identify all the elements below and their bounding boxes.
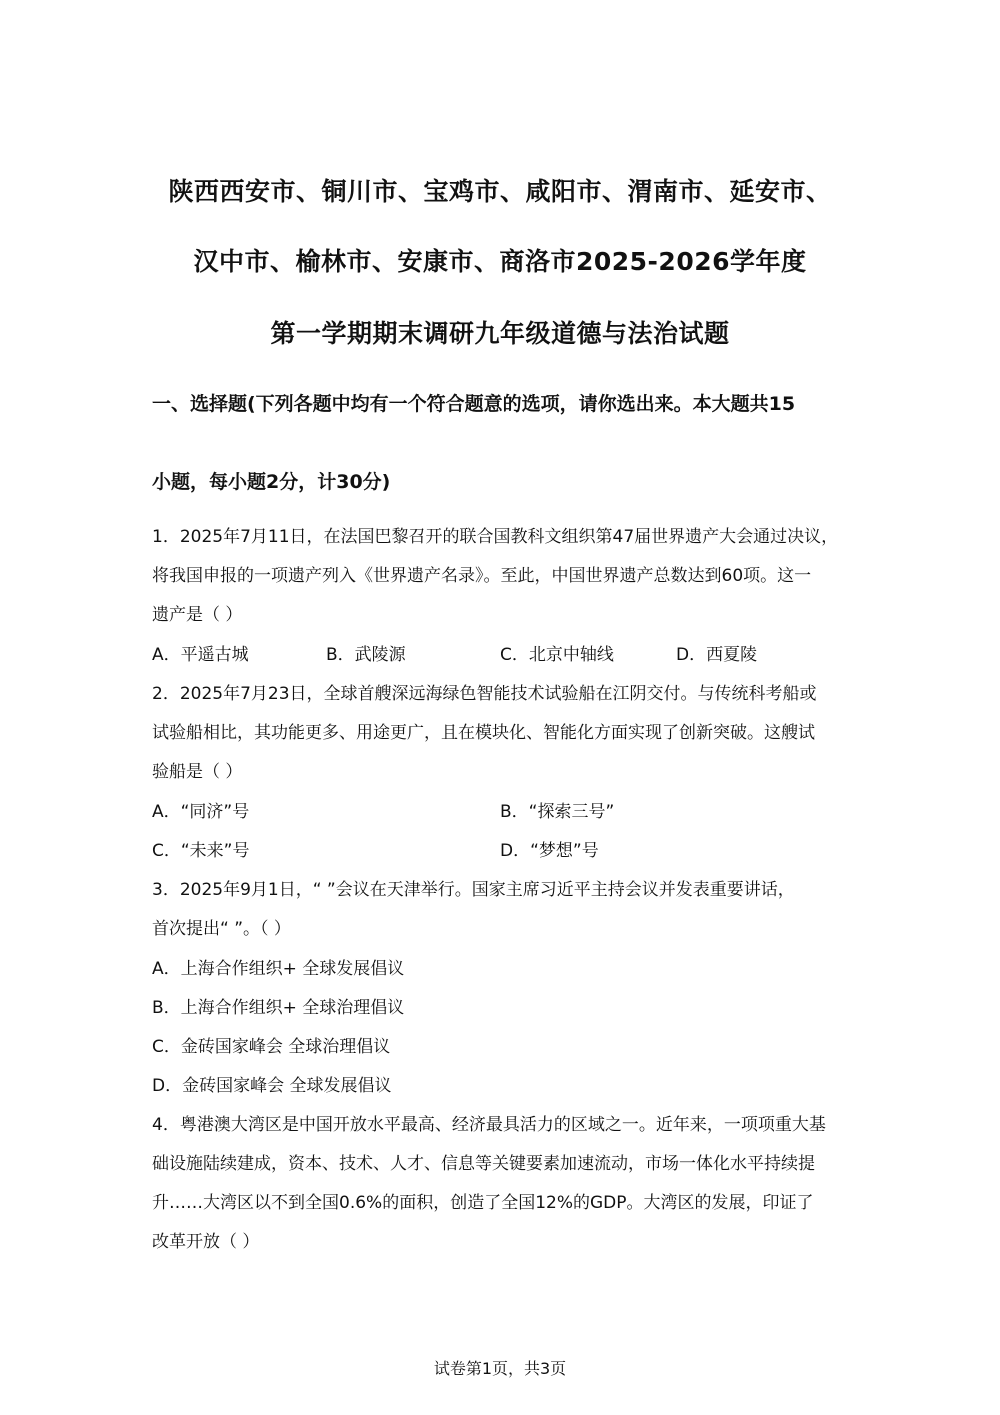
question-3-option-d: D．金砖国家峰会 全球发展倡议 [152, 1076, 392, 1096]
exam-title-line-1: 陕西西安市、铜川市、宝鸡市、咸阳市、渭南市、延安市、 [168, 177, 832, 206]
question-1-line-3: 遗产是（ ） [152, 605, 243, 625]
question-3-option-c: C．金砖国家峰会 全球治理倡议 [152, 1037, 391, 1057]
question-3-option-b: B．上海合作组织+ 全球治理倡议 [152, 998, 405, 1018]
question-3-option-a: A．上海合作组织+ 全球发展倡议 [152, 959, 405, 979]
question-4-line-1: 4．粤港澳大湾区是中国开放水平最高、经济最具活力的区域之一。近年来，一项项重大基 [152, 1115, 826, 1135]
question-4-line-3: 升……大湾区以不到全国0.6%的面积，创造了全国12%的GDP。大湾区的发展，印证了 [152, 1193, 814, 1213]
exam-title-line-3: 第一学期期末调研九年级道德与法治试题 [270, 319, 730, 348]
exam-title-line-2: 汉中市、榆林市、安康市、商洛市2025-2026学年度 [193, 247, 807, 276]
section-heading-line-1: 一、选择题(下列各题中均有一个符合题意的选项，请你选出来。本大题共15 [152, 393, 796, 415]
question-1-line-1: 1．2025年7月11日，在法国巴黎召开的联合国教科文组织第47届世界遗产大会通过决议， [152, 527, 839, 547]
page-footer: 试卷第1页，共3页 [433, 1359, 567, 1378]
question-2-line-1: 2．2025年7月23日，全球首艘深远海绿色智能技术试验船在江阴交付。与传统科考船或 [152, 684, 817, 704]
question-3-line-2: 首次提出“ ”。（ ） [152, 919, 291, 939]
question-4-line-2: 础设施陆续建成，资本、技术、人才、信息等关键要素加速流动，市场一体化水平持续提 [152, 1154, 815, 1174]
question-2-option-d: D．“梦想”号 [500, 841, 599, 861]
question-1-option-c: C．北京中轴线 [500, 645, 614, 665]
question-4-line-4: 改革开放（ ） [152, 1232, 260, 1252]
question-3-line-1: 3．2025年9月1日，“ ”会议在天津举行。国家主席习近平主持会议并发表重要讲话， [152, 880, 795, 900]
question-2-option-b: B．“探索三号” [500, 802, 615, 822]
question-2-line-3: 验船是（ ） [152, 762, 243, 782]
question-1-option-b: B．武陵源 [326, 645, 406, 665]
question-1-option-a: A．平遥古城 [152, 645, 249, 665]
question-2-option-a: A．“同济”号 [152, 802, 250, 822]
question-1-option-d: D．西夏陵 [676, 645, 758, 665]
question-2-option-c: C．“未来”号 [152, 841, 250, 861]
question-2-line-2: 试验船相比，其功能更多、用途更广，且在模块化、智能化方面实现了创新突破。这艘试 [152, 723, 815, 743]
section-heading-line-2: 小题，每小题2分，计30分) [152, 471, 391, 493]
question-1-line-2: 将我国申报的一项遗产列入《世界遗产名录》。至此，中国世界遗产总数达到60项。这一 [152, 566, 812, 586]
